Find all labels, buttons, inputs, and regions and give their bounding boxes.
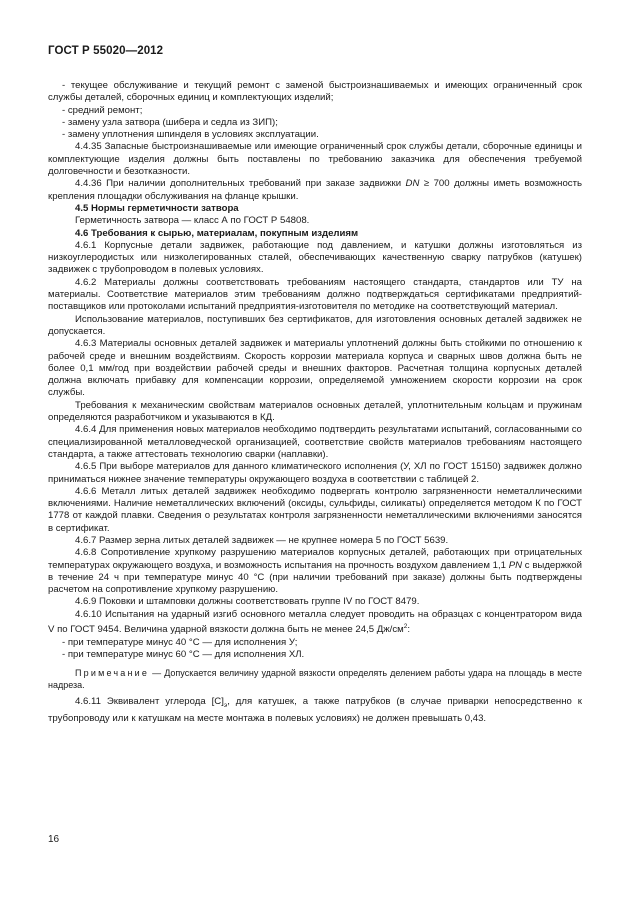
impact-item-hl: - при температуре минус 60 °С — для исполнения ХЛ.: [62, 648, 305, 660]
clause-4-6-2-certificates: Использование материалов, поступивших без сертификатов, для изготовления основных деталей задвижек не допускается.: [48, 313, 582, 337]
clause-4-6-11-text-b: , для катушек, а также патрубков (в случае приварки непосредственно к трубопроводу или к катушкам на месте монтажа в полевых условиях) не должен превышать 0,43.: [48, 696, 582, 724]
clause-4-4-35: 4.4.35 Запасные быстроизнашиваемые или имеющие ограниченный срок службы детали, сборочные единицы и комплектующие изделия должны быть поставлены по требованию заказчика для обеспечения требуемой долговечности и безотказности.: [48, 141, 582, 178]
note: [48, 668, 582, 691]
clause-4-6-3-mechanical: Требования к механическим свойствам материалов основных деталей, уплотнительным кольцам и пружинам определяются разработчиком и указываются в КД.: [48, 399, 582, 424]
clause-4-6-8: [48, 547, 582, 596]
carbon-subscript: э: [223, 702, 228, 710]
standard-header: ГОСТ Р 55020—2012: [48, 45, 164, 57]
maintenance-item-gate: - замену узла затвора (шибера и седла из ЗИП);: [62, 116, 278, 128]
impact-item-u: - при температуре минус 40 °С — для исполнения У;: [62, 636, 298, 648]
maintenance-item-spindle: - замену уплотнения шпинделя в условиях эксплуатации.: [62, 129, 319, 141]
maintenance-item-medium: - средний ремонт;: [62, 104, 143, 116]
clause-4-6-10: [48, 609, 582, 637]
page-number: 16: [48, 834, 60, 845]
clause-4-6-10-text-b: :: [407, 624, 411, 636]
note-text: — Допускается величину ударной вязкости определять делением работы удара на площадь в месте надреза.: [48, 668, 582, 690]
clause-4-6-10-text-a: 4.6.10 Испытания на ударный изгиб основного металла следует проводить на образцах с концентратором вида V по ГОСТ 9454. Величина ударной вязкости должна быть не менее 24,5 Дж/см: [48, 608, 582, 636]
clause-4-6-7: 4.6.7 Размер зерна литых деталей задвижек — не крупнее номера 5 по ГОСТ 5639.: [75, 534, 449, 546]
section-heading-4-5: 4.5 Нормы герметичности затвора: [75, 202, 239, 214]
clause-4-5-text: Герметичность затвора — класс А по ГОСТ Р 54808.: [75, 215, 310, 227]
pn-symbol: PN: [508, 559, 523, 571]
maintenance-item-current: - текущее обслуживание и текущий ремонт с заменой быстроизнашиваемых и имеющих ограниченный срок службы деталей, сборочных единиц и комплектующих изделий;: [48, 80, 582, 104]
clause-4-6-6: 4.6.6 Металл литых деталей задвижек необходимо подвергать контролю загрязненности неметаллическими включениями. Наличие неметаллических включений (оксиды, сульфиды, силикаты) определяется методом К по ГОСТ 1778 от каждой плавки. Сведения о результатах контроля загрязненности неметаллическими включениями заносятся в сертификат.: [48, 485, 582, 534]
clause-4-4-36-text-b: ≥ 700 должны иметь возможность крепления площадки обслуживания на фланце крышки.: [48, 178, 582, 202]
clause-4-4-36-text-a: 4.4.36 При наличии дополнительных требований при заказе задвижки: [75, 178, 406, 190]
clause-4-6-4: 4.6.4 Для применения новых материалов необходимо подтвердить результатами испытаний, согласованными со специализированной металловедческой организацией, соответствие свойств материалов требованиям настоящего стандарта, а также аттестовать технологию сварки (наплавки).: [48, 424, 582, 460]
clause-4-6-8-text-a: 4.6.8 Сопротивление хрупкому разрушению материалов корпусных деталей, работающих при отрицательных температурах окружающего воздуха, и возможность испытания на прочность воздухом давлением 1,1: [48, 547, 582, 571]
clause-4-4-36: [48, 178, 582, 203]
unit-superscript: 2: [403, 623, 408, 631]
clause-4-6-3: 4.6.3 Материалы основных деталей задвижек и материалы уплотнений должны быть стойкими по отношению к рабочей среде и внешним воздействиям. Скорость коррозии материала корпуса и сварных швов должна быть не более 0,1 мм/год при воздействии рабочей среды и внешних факторов. Расчетная толщина корпусных деталей должна включать прибавку для компенсации коррозии, определяемой умножением скорости коррозии на срок службы.: [48, 338, 582, 399]
note-label: Примечание: [75, 668, 150, 679]
dn-symbol: DN: [405, 178, 420, 190]
clause-4-6-8-text-b: с выдержкой в течение 24 ч при температуре минус 40 °С (при наличии требований при заказе) должны быть подтверждены расчетом на сопротивление хрупкому разрушению.: [48, 559, 583, 596]
section-heading-4-6: 4.6 Требования к сырью, материалам, покупным изделиям: [75, 227, 359, 239]
clause-4-6-11-text-a: 4.6.11 Эквивалент углерода [C]: [75, 696, 224, 708]
clause-4-6-9: 4.6.9 Поковки и штамповки должны соответствовать группе IV по ГОСТ 8479.: [75, 596, 420, 608]
clause-4-6-2: 4.6.2 Материалы должны соответствовать требованиям настоящего стандарта, стандартов или ТУ на материалы. Соответствие материалов этим требованиям должно подтверждаться сертификатами предприятий-поставщиков или протоколами испытаний предприятия-изготовителя по методике на соответствующий материал.: [48, 276, 582, 313]
clause-4-6-5: 4.6.5 При выборе материалов для данного климатического исполнения (У, ХЛ по ГОСТ 15150) задвижек должно приниматься нижнее значение температуры окружающего воздуха в соответствии с таблицей 2.: [48, 461, 582, 485]
clause-4-6-1: 4.6.1 Корпусные детали задвижек, работающие под давлением, и катушки должны изготовляться из низкоуглеродистых или низколегированных сталей, обеспечивающих качественную сварку патрубков (катушек) задвижек с трубопроводом в полевых условиях.: [48, 239, 582, 276]
document-body: [48, 80, 582, 725]
clause-4-6-11: [48, 696, 582, 725]
